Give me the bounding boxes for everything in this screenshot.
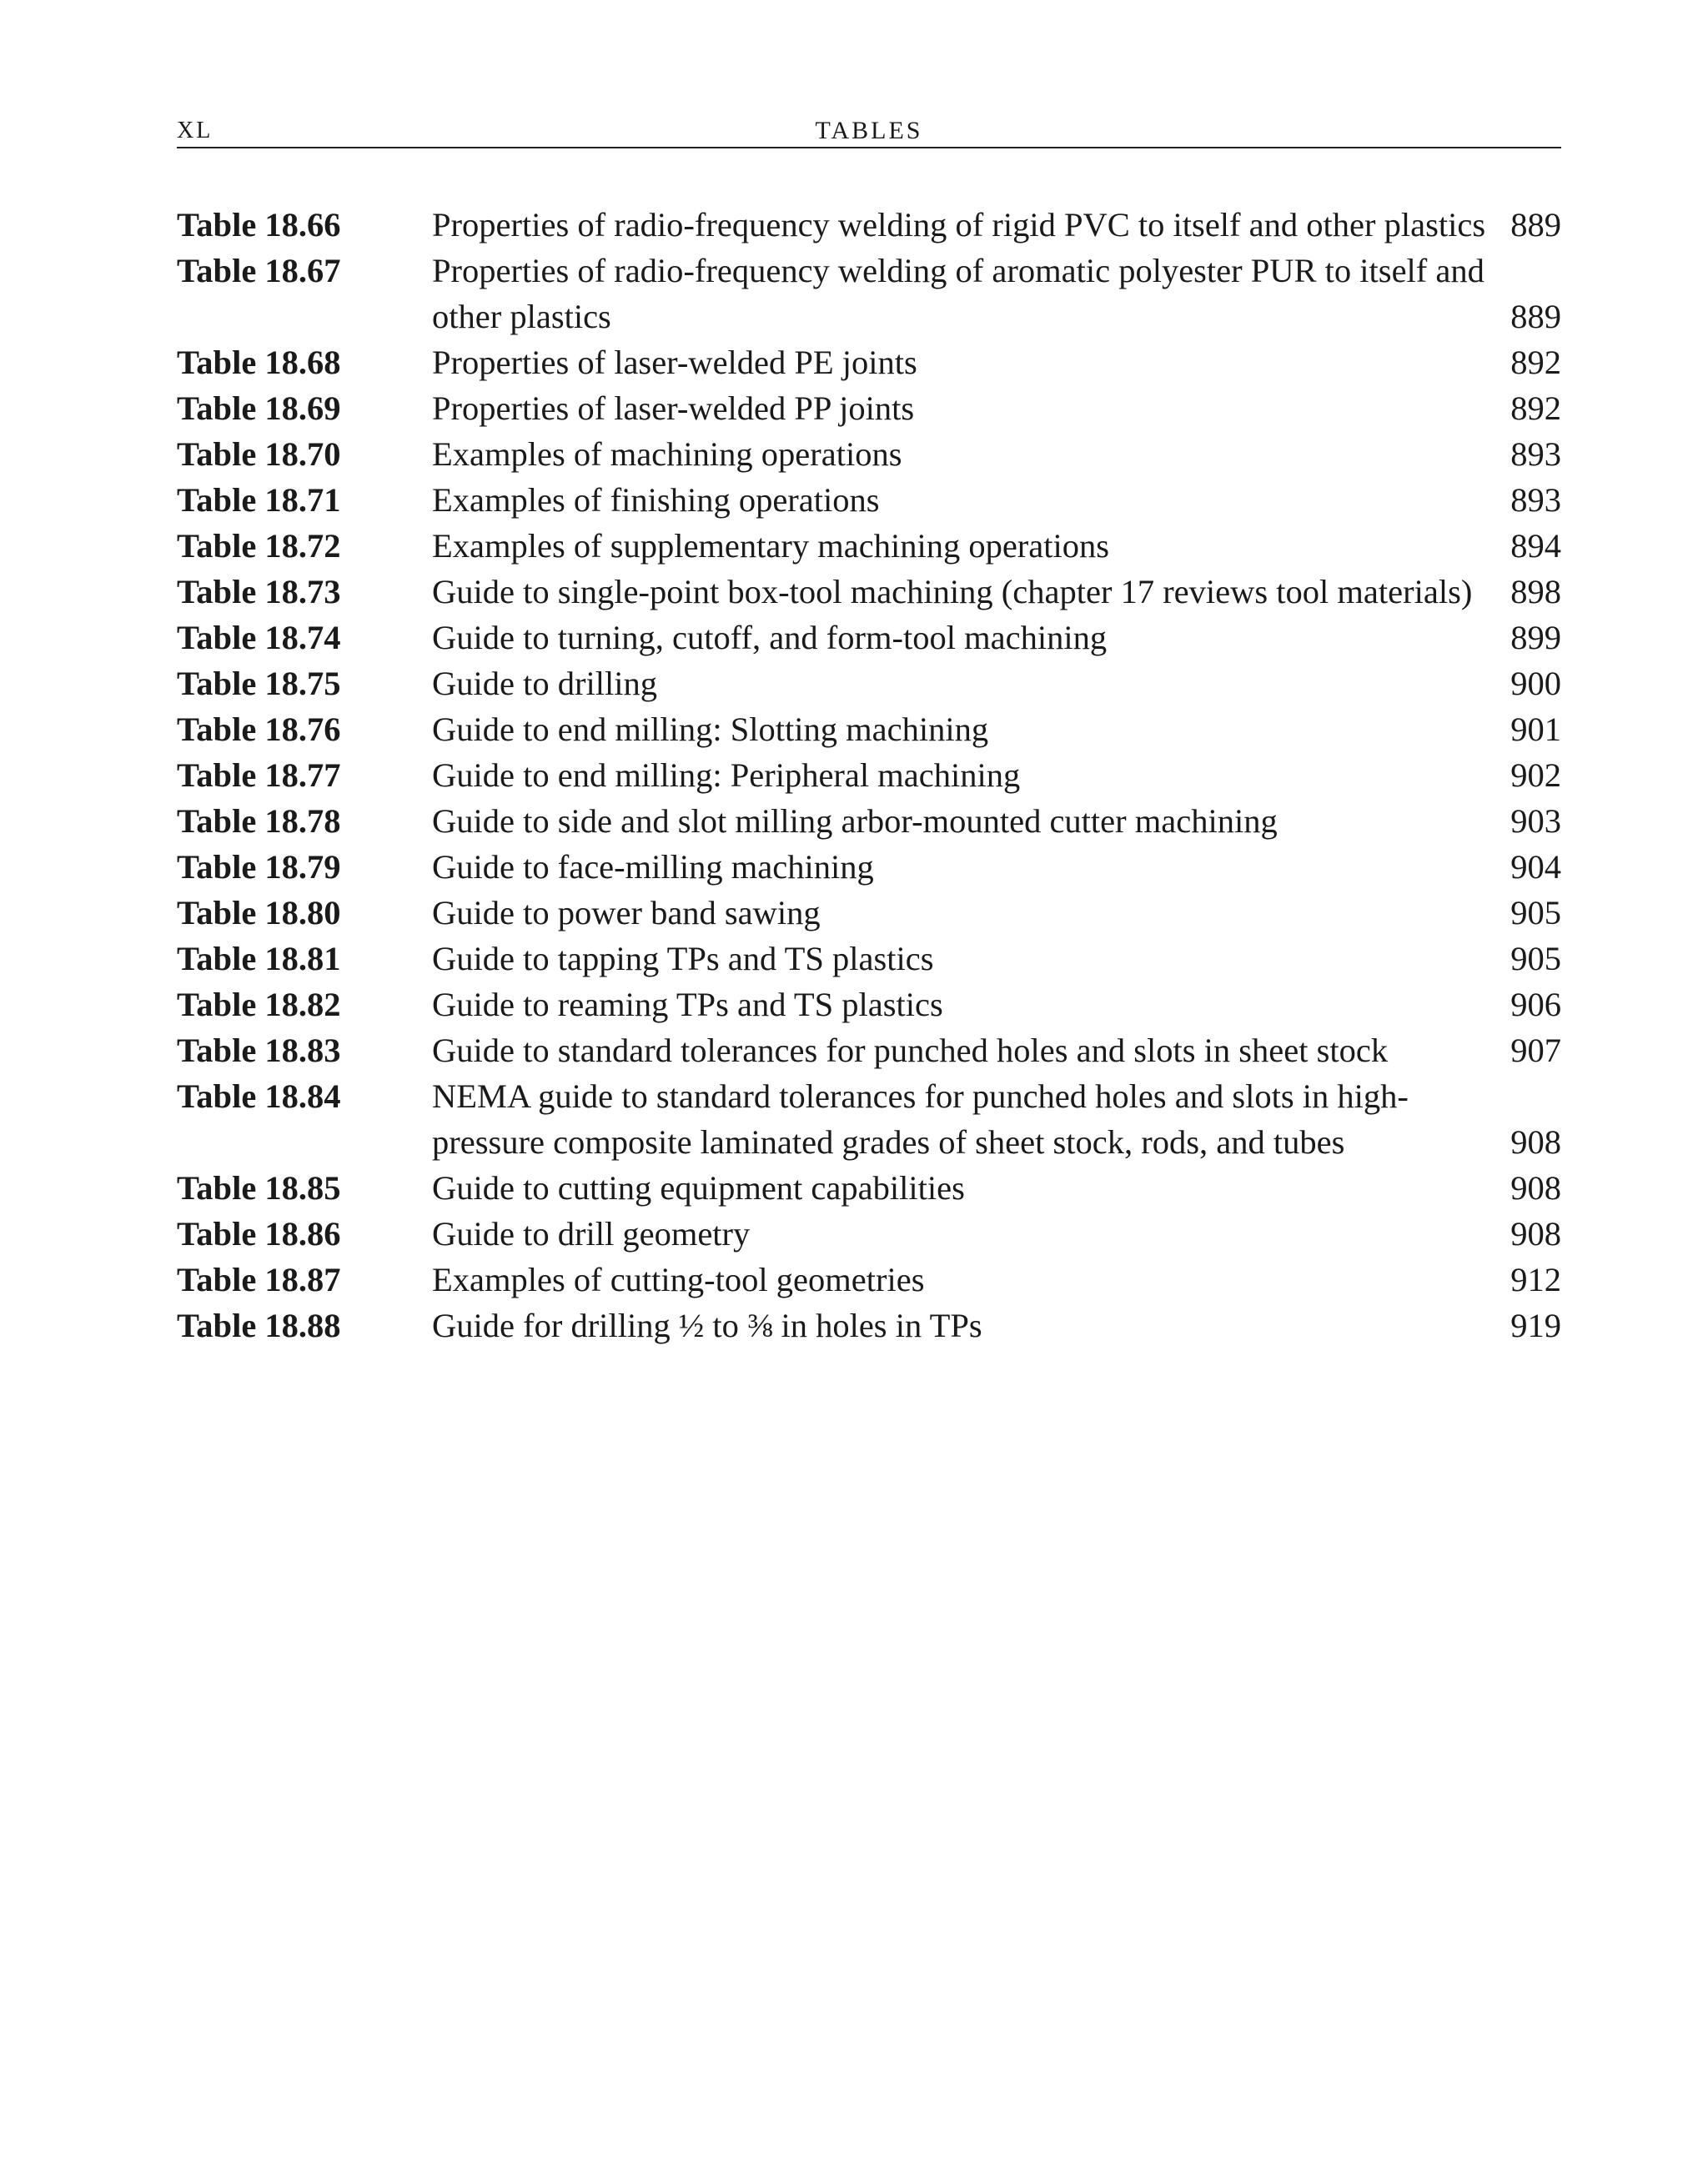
- table-number: Table 18.68: [177, 344, 341, 381]
- page-number: 892: [1510, 389, 1561, 427]
- list-item: [177, 890, 1561, 936]
- list-item: [177, 844, 1561, 890]
- list-item: [177, 1303, 1561, 1348]
- document-page: [177, 117, 1561, 1344]
- list-item: [177, 523, 1561, 569]
- page-number: 893: [1510, 481, 1561, 519]
- table-number: Table 18.74: [177, 619, 341, 656]
- table-title: Guide to single-point box-tool machining (chapter 17 reviews tool materials): [432, 573, 1473, 610]
- table-title: Guide to face-milling machining: [432, 848, 874, 886]
- list-item: [177, 1257, 1561, 1303]
- page-folio: XL: [177, 118, 214, 143]
- list-item: [177, 706, 1561, 752]
- list-item: [177, 569, 1561, 615]
- page-number: 902: [1510, 756, 1561, 794]
- table-number: Table 18.80: [177, 894, 341, 931]
- page-number: 908: [1510, 1123, 1561, 1161]
- page-number: 898: [1510, 573, 1561, 610]
- list-item: [177, 385, 1561, 431]
- table-title: Guide to standard tolerances for punched holes and slots in sheet stock: [432, 1032, 1389, 1069]
- list-item: [177, 982, 1561, 1027]
- page-number: 919: [1510, 1307, 1561, 1344]
- page-number: 904: [1510, 848, 1561, 886]
- table-title: Guide to tapping TPs and TS plastics: [432, 940, 934, 977]
- table-title: Guide to end milling: Slotting machining: [432, 710, 989, 748]
- table-title: Examples of cutting-tool geometries: [432, 1261, 925, 1298]
- page-number: 892: [1510, 344, 1561, 381]
- table-number: Table 18.75: [177, 665, 341, 702]
- page-number: 894: [1510, 527, 1561, 565]
- list-item: [177, 1165, 1561, 1211]
- table-title: Guide to reaming TPs and TS plastics: [432, 986, 943, 1023]
- table-title: Guide to drill geometry: [432, 1215, 751, 1253]
- page-number: 899: [1510, 619, 1561, 656]
- list-item: [177, 248, 1561, 339]
- list-item: [177, 660, 1561, 706]
- page-number: 912: [1510, 1261, 1561, 1298]
- page-number: 908: [1510, 1215, 1561, 1253]
- page-number: 889: [1510, 206, 1561, 244]
- page-number: 905: [1510, 940, 1561, 977]
- table-number: Table 18.78: [177, 802, 341, 840]
- table-number: Table 18.84: [177, 1077, 341, 1115]
- page-number: 889: [1510, 298, 1561, 335]
- table-title: Guide to cutting equipment capabilities: [432, 1169, 965, 1207]
- table-title: Examples of finishing operations: [432, 481, 880, 519]
- page-number: 893: [1510, 435, 1561, 473]
- table-number: Table 18.88: [177, 1307, 341, 1344]
- table-title: NEMA guide to standard tolerances for punched holes and slots in high-pressure composite laminated grades of sheet stock, rods, and tubes: [432, 1077, 1409, 1161]
- table-number: Table 18.83: [177, 1032, 341, 1069]
- table-number: Table 18.66: [177, 206, 341, 244]
- list-item: [177, 798, 1561, 844]
- table-number: Table 18.76: [177, 710, 341, 748]
- table-number: Table 18.77: [177, 756, 341, 794]
- page-number: 901: [1510, 710, 1561, 748]
- table-number: Table 18.79: [177, 848, 341, 886]
- list-item: [177, 1027, 1561, 1073]
- table-number: Table 18.87: [177, 1261, 341, 1298]
- page-number: 907: [1510, 1032, 1561, 1069]
- page-number: 900: [1510, 665, 1561, 702]
- table-title: Guide to turning, cutoff, and form-tool machining: [432, 619, 1108, 656]
- table-title: Guide to power band sawing: [432, 894, 821, 931]
- table-number: Table 18.85: [177, 1169, 341, 1207]
- table-title: Properties of radio-frequency welding of rigid PVC to itself and other plastics: [432, 206, 1486, 244]
- table-title: Properties of radio-frequency welding of aromatic polyester PUR to itself and other plastics: [432, 252, 1484, 335]
- list-item: [177, 339, 1561, 385]
- list-item: [177, 1073, 1561, 1165]
- table-number: Table 18.67: [177, 252, 341, 289]
- table-title: Properties of laser-welded PE joints: [432, 344, 917, 381]
- table-number: Table 18.70: [177, 435, 341, 473]
- page-number: 905: [1510, 894, 1561, 931]
- page-number: 906: [1510, 986, 1561, 1023]
- table-title: Examples of supplementary machining operations: [432, 527, 1110, 565]
- table-number: Table 18.82: [177, 986, 341, 1023]
- list-item: [177, 752, 1561, 798]
- table-number: Table 18.73: [177, 573, 341, 610]
- list-item: [177, 615, 1561, 660]
- table-number: Table 18.86: [177, 1215, 341, 1253]
- table-title: Examples of machining operations: [432, 435, 902, 473]
- table-title: Guide to drilling: [432, 665, 657, 702]
- running-head: [177, 117, 1561, 148]
- table-list: [177, 202, 1561, 1348]
- table-title: Guide for drilling ½ to ⅜ in holes in TPs: [432, 1307, 982, 1344]
- page-number: 903: [1510, 802, 1561, 840]
- list-item: [177, 202, 1561, 248]
- list-item: [177, 1211, 1561, 1257]
- table-title: Guide to side and slot milling arbor-mounted cutter machining: [432, 802, 1278, 840]
- table-title: Properties of laser-welded PP joints: [432, 389, 915, 427]
- list-item: [177, 936, 1561, 982]
- running-head-title: TABLES: [815, 117, 923, 144]
- table-number: Table 18.69: [177, 389, 341, 427]
- table-number: Table 18.71: [177, 481, 341, 519]
- list-item: [177, 477, 1561, 523]
- page-number: 908: [1510, 1169, 1561, 1207]
- table-number: Table 18.72: [177, 527, 341, 565]
- table-title: Guide to end milling: Peripheral machining: [432, 756, 1021, 794]
- table-number: Table 18.81: [177, 940, 341, 977]
- list-item: [177, 431, 1561, 477]
